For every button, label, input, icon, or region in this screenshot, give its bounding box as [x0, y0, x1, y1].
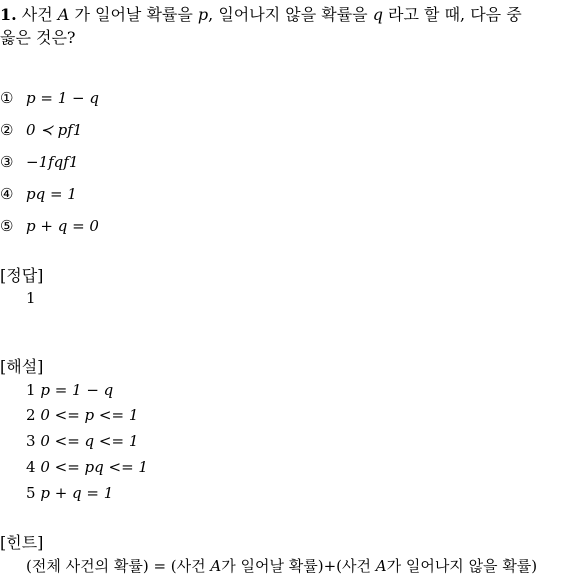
hint-text-part: 가 일어날 확률)+(사건 — [221, 557, 376, 575]
question-variable-q: q — [372, 5, 383, 24]
choice-marker: ⑤ — [0, 217, 14, 235]
choice-marker: ③ — [0, 153, 14, 171]
question-text: , 일어나지 않을 확률을 — [208, 5, 373, 24]
choice-expression: 0 ≺ pf1 — [26, 121, 83, 139]
question-number: 1. — [0, 5, 17, 24]
choice-expression: −1fqf1 — [26, 153, 79, 171]
explanation-line-number: 3 — [26, 432, 36, 450]
answer-value: 1 — [26, 289, 36, 307]
hint-text — [26, 555, 537, 576]
explanation-line-5 — [26, 484, 113, 502]
explanation-line-number: 5 — [26, 484, 36, 502]
explanation-expression: 0 <= q <= 1 — [40, 432, 139, 450]
choice-expression: p = 1 − q — [26, 89, 99, 107]
choice-expression: pq = 1 — [26, 185, 77, 203]
choice-5[interactable] — [0, 217, 99, 235]
choice-3[interactable] — [0, 153, 78, 171]
explanation-expression: p = 1 − q — [40, 381, 114, 399]
question-text: 사건 — [21, 5, 58, 24]
choice-marker: ② — [0, 121, 14, 139]
choice-marker: ④ — [0, 185, 14, 203]
explanation-line-number: 1 — [26, 381, 36, 399]
choice-2[interactable] — [0, 121, 82, 139]
explanation-line-4 — [26, 458, 148, 476]
choice-marker: ① — [0, 89, 14, 107]
hint-text-part: (전체 사건의 확률) = (사건 — [26, 557, 211, 575]
choice-4[interactable] — [0, 185, 77, 203]
explanation-expression: 0 <= p <= 1 — [40, 406, 139, 424]
choice-1[interactable] — [0, 89, 99, 107]
explanation-line-number: 2 — [26, 406, 36, 424]
choice-expression: p + q = 0 — [26, 217, 99, 235]
explanation-expression: 0 <= pq <= 1 — [40, 458, 148, 476]
question-line-1 — [0, 2, 522, 25]
explanation-line-number: 4 — [26, 458, 36, 476]
explanation-line-3 — [26, 432, 138, 450]
hint-variable-a: A — [210, 557, 222, 575]
question-text: 가 일어날 확률을 — [69, 5, 198, 24]
explanation-line-2 — [26, 406, 138, 424]
question-variable-a: A — [57, 5, 70, 24]
question-text: 라고 할 때, 다음 중 — [382, 5, 522, 24]
question-variable-p: p — [197, 5, 209, 24]
hint-heading: [힌트] — [0, 533, 44, 552]
explanation-heading: [해설] — [0, 357, 44, 376]
answer-heading: [정답] — [0, 266, 44, 285]
explanation-line-1 — [26, 381, 113, 399]
question-line-2: 옳은 것은? — [0, 28, 76, 47]
explanation-expression: p + q = 1 — [40, 484, 114, 502]
hint-text-part: 가 일어나지 않을 확률) — [386, 557, 538, 575]
hint-variable-a: A — [375, 557, 387, 575]
